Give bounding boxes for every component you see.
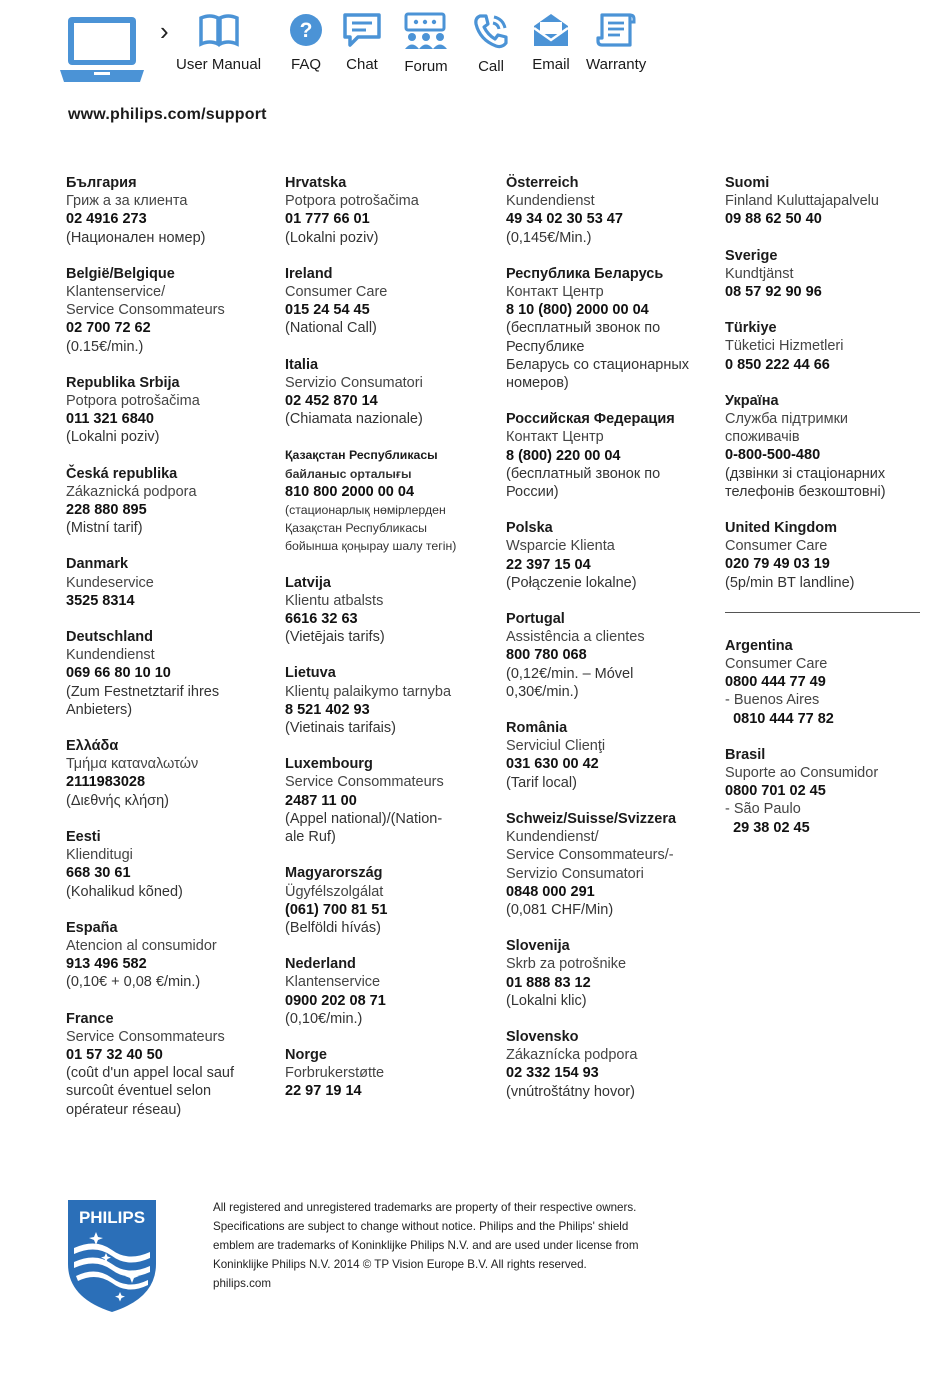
country-name: Nederland [285, 956, 356, 973]
service-label: Potpora potrošačima [285, 193, 419, 210]
country-name: Magyarország [285, 865, 383, 882]
call-note: (стационарлық нөмірлерден [285, 503, 446, 518]
country-contact [725, 247, 940, 302]
call-note: opérateur réseau) [66, 1101, 182, 1118]
call-note: (Lokalni klic) [506, 992, 587, 1009]
country-name: Ελλάδα [66, 738, 119, 755]
country-name: Slovensko [506, 1028, 579, 1045]
country-contact [506, 937, 721, 1010]
warranty-icon [594, 12, 638, 48]
country-contact [725, 637, 940, 728]
service-label: Consumer Care [285, 284, 388, 301]
phone-number[interactable]: 0800 701 02 45 [725, 783, 826, 800]
phone-icon [472, 12, 510, 50]
country-name: Lietuva [285, 665, 336, 682]
country-contact [285, 755, 500, 846]
service-label: Tüketici Hizmetleri [725, 338, 844, 355]
country-name: Italia [285, 356, 319, 373]
country-contact [725, 174, 940, 229]
phone-number[interactable]: 069 66 80 10 10 [66, 665, 171, 682]
country-name: Norge [285, 1046, 327, 1063]
country-name: België/Belgique [66, 265, 175, 282]
philips-link[interactable]: philips.com [213, 1277, 271, 1290]
nav-user-manual[interactable] [176, 12, 261, 73]
country-contact [725, 746, 940, 837]
service-label: - São Paulo [725, 801, 801, 818]
country-contact [285, 174, 500, 247]
nav-chat[interactable] [342, 12, 382, 73]
contacts-column-1 [66, 174, 281, 1137]
country-contact [506, 610, 721, 701]
phone-number[interactable]: 49 34 02 30 53 47 [506, 211, 623, 228]
country-name: Polska [506, 520, 553, 537]
call-note: Беларусь со стационарных [506, 356, 690, 373]
country-contact [66, 174, 281, 247]
country-name: Deutschland [66, 629, 154, 646]
nav-faq[interactable] [288, 12, 324, 73]
phone-number[interactable]: 02 332 154 93 [506, 1065, 599, 1082]
call-note: России) [506, 484, 559, 501]
phone-number[interactable]: 0900 202 08 71 [285, 992, 386, 1009]
country-contact [66, 465, 281, 538]
country-contact [725, 319, 940, 374]
service-label: Forbrukerstøtte [285, 1065, 385, 1082]
phone-number[interactable]: 3525 8314 [66, 592, 135, 609]
phone-number[interactable]: 8 10 (800) 2000 00 04 [506, 302, 649, 319]
call-note: Республике [506, 338, 585, 355]
nav-forum[interactable] [402, 12, 450, 75]
service-label: Servizio Consumatori [285, 374, 423, 391]
service-label: Klientu atbalsts [285, 592, 384, 609]
book-icon [198, 12, 240, 48]
service-label: Service Consommateurs/- [506, 847, 674, 864]
country-contact [506, 1028, 721, 1101]
divider [725, 612, 920, 613]
country-contact [285, 955, 500, 1028]
country-name: Hrvatska [285, 175, 347, 191]
call-note: Қазақстан Республикасы [285, 521, 428, 536]
country-name: Danmark [66, 556, 129, 573]
service-label: Гриж а за клиента [66, 193, 188, 210]
legal-line: Specifications are subject to change without notice. Philips and the Philips' shield [213, 1220, 629, 1233]
legal-line: All registered and unregistered trademarks are property of their respective owners. [213, 1201, 637, 1214]
phone-number[interactable]: (061) 700 81 51 [285, 901, 388, 918]
country-name: Republika Srbija [66, 374, 180, 391]
contacts-column-3 [506, 174, 721, 1119]
call-note: (Połączenie lokalne) [506, 574, 637, 591]
call-note: (Kohalikud kõned) [66, 883, 183, 900]
service-label: Potpora potrošačima [66, 393, 200, 410]
call-note: (0,12€/min. – Móvel [506, 665, 634, 682]
service-label: Consumer Care [725, 656, 828, 673]
phone-number[interactable]: 800 780 068 [506, 647, 587, 664]
legal-line: emblem are trademarks of Koninklijke Philips N.V. and are used under license from [213, 1239, 639, 1252]
country-contact [285, 265, 500, 338]
call-note: Anbieters) [66, 701, 133, 718]
chat-icon [342, 12, 382, 48]
phone-number[interactable]: 01 777 66 01 [285, 211, 370, 228]
country-name: Luxembourg [285, 756, 373, 773]
phone-number[interactable]: 020 79 49 03 19 [725, 556, 830, 573]
service-label: Τμήμα καταναλωτών [66, 756, 199, 773]
call-note: (0,10€ + 0,08 €/min.) [66, 974, 201, 991]
country-contact [506, 410, 721, 501]
phone-number[interactable]: 011 321 6840 [66, 411, 154, 428]
call-note: (Zum Festnetztarif ihres [66, 683, 220, 700]
call-note: (Lokalni poziv) [66, 429, 160, 446]
contacts-column-4 [725, 174, 940, 855]
country-name: Türkiye [725, 320, 777, 337]
country-contact [66, 265, 281, 356]
call-note: номеров) [506, 375, 569, 392]
service-label: споживачів [725, 429, 800, 446]
call-note: (Mistní tarif) [66, 520, 143, 537]
service-label: Kundeservice [66, 574, 154, 591]
call-note: (Διεθνής κλήση) [66, 792, 170, 809]
svg-text:?: ? [299, 19, 313, 42]
country-name: Brasil [725, 746, 766, 763]
country-contact [66, 374, 281, 447]
forum-icon [402, 12, 450, 50]
nav-label: Chat [346, 56, 378, 73]
phone-number[interactable]: 2111983028 [66, 774, 146, 791]
phone-number[interactable]: 8 521 402 93 [285, 701, 370, 718]
country-name: Sverige [725, 247, 778, 264]
call-note: (Belföldi hívás) [285, 919, 381, 936]
nav-label: User Manual [176, 56, 262, 73]
call-note: (0.15€/min.) [66, 338, 144, 355]
country-contact [506, 265, 721, 392]
service-label: Kundendienst [66, 647, 155, 664]
country-name: Қазақстан Республикасы [285, 448, 438, 463]
country-contact [66, 555, 281, 610]
phone-number[interactable]: 09 88 62 50 40 [725, 211, 822, 228]
country-name: Česká republika [66, 465, 178, 482]
service-label: Wsparcie Klienta [506, 538, 615, 555]
contacts-column-2 [285, 174, 500, 1119]
call-note: ale Ruf) [285, 829, 336, 846]
phone-number[interactable]: 031 630 00 42 [506, 756, 599, 773]
country-name: Slovenija [506, 938, 570, 955]
call-note: (Lokalni poziv) [285, 229, 379, 246]
phone-number[interactable]: 22 97 19 14 [285, 1083, 362, 1100]
call-note: (дзвінки зі стаціонарних [725, 465, 886, 482]
call-note: (5p/min BT landline) [725, 574, 855, 591]
country-name: United Kingdom [725, 520, 837, 537]
service-label: Service Consommateurs [66, 302, 225, 319]
country-contact [285, 356, 500, 429]
country-name: Österreich [506, 175, 579, 191]
call-note: (Chiamata nazionale) [285, 411, 423, 428]
service-label: Zákaznícka podpora [506, 1047, 638, 1064]
phone-number[interactable]: 02 700 72 62 [66, 320, 151, 337]
phone-number[interactable]: 2487 11 00 [285, 792, 357, 809]
chevron-right-icon: › [160, 16, 169, 46]
phone-number[interactable]: 01 57 32 40 50 [66, 1046, 163, 1063]
call-note: бойынша қоңырау шалу тегін) [285, 539, 457, 554]
country-contact [285, 864, 500, 937]
country-name: France [66, 1010, 114, 1027]
service-label: Контакт Центр [506, 429, 604, 446]
call-note: (coût d'un appel local sauf [66, 1065, 235, 1082]
service-label: Zákaznická podpora [66, 483, 197, 500]
laptop-icon [60, 14, 148, 84]
call-note: (0,145€/Min.) [506, 229, 592, 246]
support-nav [0, 0, 950, 95]
call-note: телефонів безкоштовні) [725, 483, 886, 500]
call-note: (vnútroštátny hovor) [506, 1083, 635, 1100]
service-label: Service Consommateurs [66, 1028, 225, 1045]
service-label: Consumer Care [725, 538, 828, 555]
country-contact [285, 664, 500, 737]
email-icon [532, 12, 570, 48]
nav-warranty[interactable] [586, 12, 646, 73]
country-contact [506, 174, 721, 247]
phone-number[interactable]: 29 38 02 45 [725, 819, 810, 836]
service-label: Kundendienst [506, 193, 595, 210]
country-contact [285, 1046, 500, 1101]
phone-number[interactable]: 6616 32 63 [285, 611, 358, 628]
nav-email[interactable] [532, 12, 570, 73]
nav-label: Warranty [586, 56, 647, 73]
country-name: Российская Федерация [506, 411, 675, 428]
phone-number[interactable]: 810 800 2000 00 04 [285, 483, 415, 500]
service-label: - Buenos Aires [725, 692, 820, 709]
phone-number[interactable]: 8 (800) 220 00 04 [506, 447, 621, 464]
service-label: Finland Kuluttajapalvelu [725, 193, 879, 210]
country-name: Suomi [725, 175, 770, 191]
call-note: байланыс орталығы [285, 466, 412, 481]
call-note: (Vietējais tarifs) [285, 629, 385, 646]
country-name: Україна [725, 392, 779, 409]
phone-number[interactable]: 0 850 222 44 66 [725, 356, 830, 373]
call-note: (0,081 CHF/Min) [506, 901, 614, 918]
country-name: Eesti [66, 828, 101, 845]
phone-number[interactable]: 01 888 83 12 [506, 974, 591, 991]
call-note: (Appel national)/(Nation- [285, 810, 443, 827]
phone-number[interactable]: 02 4916 273 [66, 211, 147, 228]
country-contact [506, 810, 721, 919]
nav-call[interactable] [472, 12, 510, 75]
call-note: (Tarif local) [506, 774, 577, 791]
service-label: Servizio Consumatori [506, 865, 644, 882]
country-name: Ireland [285, 265, 333, 282]
service-label: Serviciul Clienţi [506, 738, 606, 755]
phone-number[interactable]: 913 496 582 [66, 956, 147, 973]
call-note: (бесплатный звонок по [506, 320, 661, 337]
nav-label: Forum [404, 58, 448, 75]
nav-label: Call [478, 58, 504, 75]
country-name: Республика Беларусь [506, 265, 664, 282]
question-icon [288, 12, 324, 48]
country-contact [725, 519, 940, 592]
phone-number[interactable]: 0800 444 77 49 [725, 674, 826, 691]
phone-number[interactable]: 0810 444 77 82 [725, 710, 834, 727]
phone-number[interactable]: 015 24 54 45 [285, 302, 370, 319]
phone-number[interactable]: 0848 000 291 [506, 883, 595, 900]
service-label: Klantenservice/ [66, 284, 166, 301]
phone-number[interactable]: 228 880 895 [66, 502, 147, 519]
country-contact [66, 737, 281, 810]
service-label: Kundendienst/ [506, 829, 599, 846]
support-url[interactable]: www.philips.com/support [68, 106, 267, 123]
service-label: Atencion al consumidor [66, 937, 217, 954]
call-note: surcoût éventuel selon [66, 1083, 212, 1100]
country-name: Argentina [725, 637, 793, 654]
country-name: Schweiz/Suisse/Svizzera [506, 810, 677, 827]
country-contact [506, 519, 721, 592]
phone-number[interactable]: 668 30 61 [66, 865, 131, 882]
country-contact [506, 719, 721, 792]
phone-number[interactable]: 08 57 92 90 96 [725, 284, 822, 301]
service-label: Klantenservice [285, 974, 381, 991]
service-label: Klientų palaikymo tarnyba [285, 683, 452, 700]
country-name: Portugal [506, 611, 565, 628]
call-note: (бесплатный звонок по [506, 465, 661, 482]
country-contact [725, 392, 940, 501]
phone-number[interactable]: 0-800-500-480 [725, 447, 821, 464]
call-note: (National Call) [285, 320, 377, 337]
country-name: România [506, 720, 568, 737]
call-note: (Vietinais tarifais) [285, 720, 396, 737]
country-contact [66, 828, 281, 901]
country-name: България [66, 175, 137, 191]
service-label: Контакт Центр [506, 284, 604, 301]
service-label: Ügyfélszolgálat [285, 883, 384, 900]
service-label: Skrb za potrošnike [506, 956, 627, 973]
service-label: Kundtjänst [725, 265, 794, 282]
service-label: Klienditugi [66, 847, 133, 864]
country-contact [285, 574, 500, 647]
country-name: España [66, 919, 118, 936]
country-contact [66, 628, 281, 719]
country-contact [66, 1010, 281, 1119]
phone-number[interactable]: 22 397 15 04 [506, 556, 591, 573]
country-contact [66, 919, 281, 992]
service-label: Service Consommateurs [285, 774, 444, 791]
call-note: (Национален номер) [66, 229, 206, 246]
service-label: Suporte ao Consumidor [725, 765, 879, 782]
phone-number[interactable]: 02 452 870 14 [285, 393, 378, 410]
philips-shield-logo [66, 1198, 158, 1314]
call-note: 0,30€/min.) [506, 683, 579, 700]
call-note: (0,10€/min.) [285, 1010, 363, 1027]
logo-text: PHILIPS [78, 1208, 146, 1227]
legal-text [213, 1198, 683, 1293]
nav-label: FAQ [290, 56, 321, 73]
legal-line: Koninklijke Philips N.V. 2014 © TP Vision Europe B.V. All rights reserved. [213, 1258, 587, 1271]
nav-label: Email [532, 56, 570, 73]
service-label: Assistência a clientes [506, 629, 645, 646]
service-label: Служба підтримки [725, 411, 849, 428]
country-name: Latvija [285, 574, 331, 591]
country-contact [285, 446, 500, 555]
